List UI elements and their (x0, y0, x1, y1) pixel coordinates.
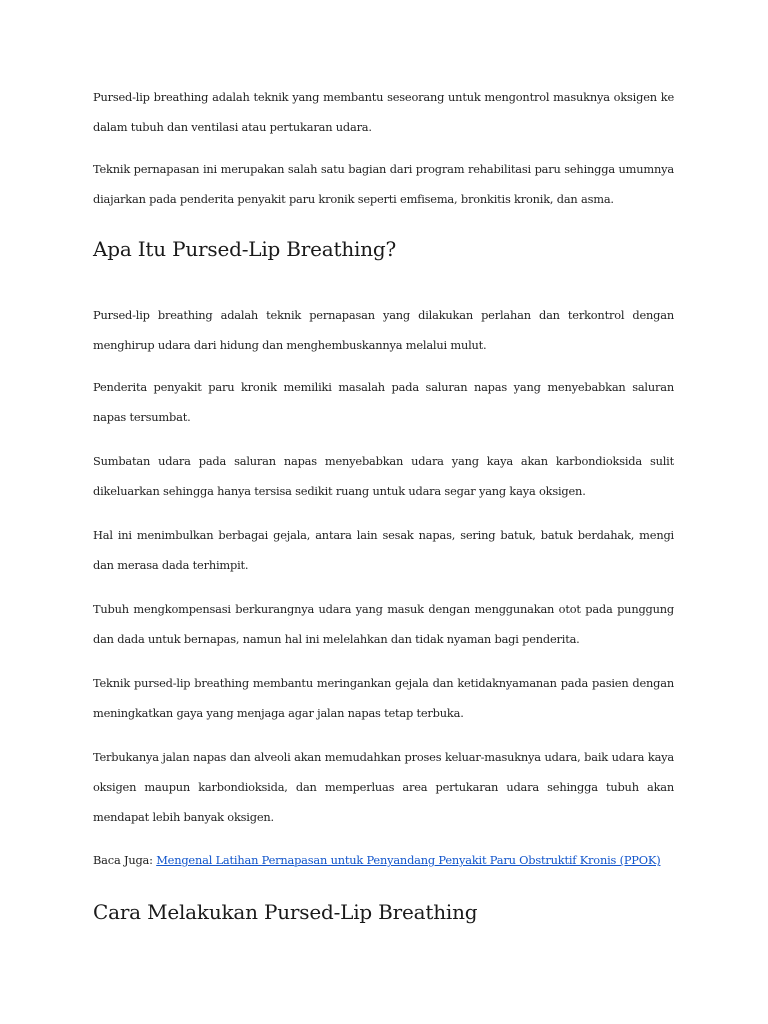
read-also-link[interactable]: Mengenal Latihan Pernapasan untuk Penyandang Penyakit Paru Obstruktif Kronis (PPOK) (156, 853, 661, 867)
section1-paragraph-4: Hal ini menimbulkan berbagai gejala, antara lain sesak napas, sering batuk, batuk berdahak, mengi dan merasa dada terhimpit. (93, 528, 674, 572)
section1-paragraph-3: Sumbatan udara pada saluran napas menyebabkan udara yang kaya akan karbondioksida sulit dikeluarkan sehingga hanya tersisa sedikit ruang untuk udara segar yang kaya oksigen. (93, 454, 674, 498)
intro-paragraph-2: Teknik pernapasan ini merupakan salah satu bagian dari program rehabilitasi paru sehingga umumnya diajarkan pada penderita penyakit paru kronik seperti emfisema, bronkitis kronik, dan asma. (93, 162, 674, 206)
read-also-line (93, 845, 674, 875)
section1-paragraph-2: Penderita penyakit paru kronik memiliki masalah pada saluran napas yang menyebabkan saluran napas tersumbat. (93, 380, 674, 424)
section-heading-cara-melakukan: Cara Melakukan Pursed-Lip Breathing (93, 900, 478, 924)
intro-paragraph-1: Pursed-lip breathing adalah teknik yang membantu seseorang untuk mengontrol masuknya oksigen ke dalam tubuh dan ventilasi atau pertukaran udara. (93, 90, 674, 134)
section1-paragraph-1: Pursed-lip breathing adalah teknik pernapasan yang dilakukan perlahan dan terkontrol dengan menghirup udara dari hidung dan menghembuskannya melalui mulut. (93, 308, 674, 352)
section-heading-apa-itu: Apa Itu Pursed-Lip Breathing? (93, 237, 397, 261)
section1-paragraph-6: Teknik pursed-lip breathing membantu meringankan gejala dan ketidaknyamanan pada pasien dengan meningkatkan gaya yang menjaga agar jalan napas tetap terbuka. (93, 676, 674, 720)
section1-paragraph-7: Terbukanya jalan napas dan alveoli akan memudahkan proses keluar-masuknya udara, baik udara kaya oksigen maupun karbondioksida, dan memperluas area pertukaran udara sehingga tubuh akan mendapat lebih banyak oksigen. (93, 750, 674, 824)
section1-paragraph-5: Tubuh mengkompensasi berkurangnya udara yang masuk dengan menggunakan otot pada punggung dan dada untuk bernapas, namun hal ini melelahkan dan tidak nyaman bagi penderita. (93, 602, 674, 646)
read-also-label: Baca Juga: (93, 853, 157, 867)
article-body (93, 82, 674, 927)
